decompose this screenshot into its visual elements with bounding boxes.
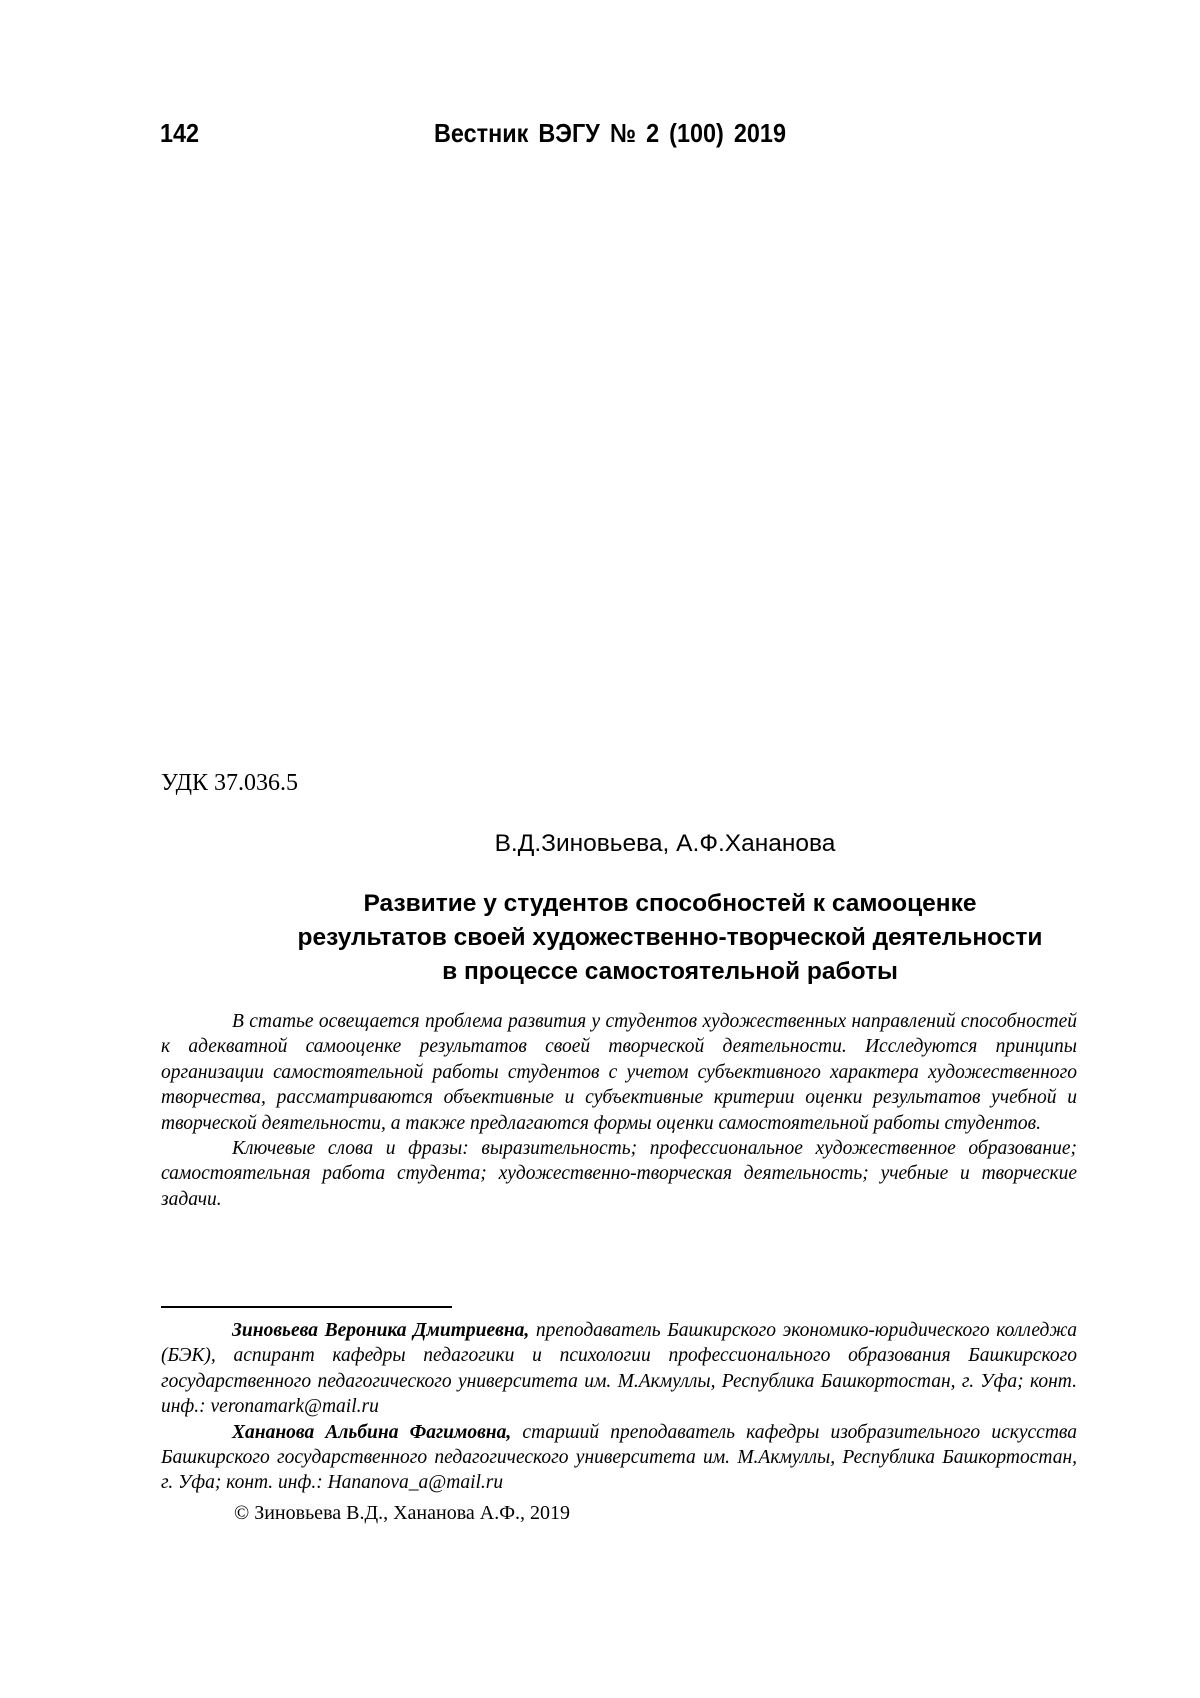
title-line: в процессе самостоятельной работы [442, 958, 898, 985]
footnote-author-name: Хананова Альбина Фагимовна, [232, 1421, 512, 1443]
keywords-text: Ключевые слова и фразы: выразительность; профессиональное художественное образование; самостоятельная работа студента; художественно-творческая деятельность; учебные и творческие задачи. [161, 1138, 1077, 1210]
title-line: Развитие у студентов способностей к самооценке [363, 890, 977, 917]
article-title [150, 887, 1190, 989]
abstract-text: В статье освещается проблема развития у студентов художественных направлений способностей к адекватной самооценке результатов своей творческой деятельности. Исследуются принципы организации самостоятельной работы студентов с учетом субъективного характера художественного творчества, рассматриваются объективные и субъективные критерии оценки результатов учебной и творческой деятельности, а также предлагаются формы оценки самостоятельной работы студентов. [161, 1011, 1077, 1134]
udk-code: УДК 37.036.5 [161, 770, 298, 796]
footnote-author-name: Зиновьева Вероника Дмитриевна, [232, 1320, 530, 1341]
journal-header: Вестник ВЭГУ № 2 (100) 2019 [434, 118, 786, 148]
copyright-line: © Зиновьева В.Д., Хананова А.Ф., 2019 [234, 1502, 571, 1524]
footnote-author-1 [161, 1318, 1077, 1420]
abstract-block [161, 1009, 1077, 1212]
authors-text: В.Д.Зиновьева, А.Ф.Хананова [494, 830, 836, 857]
footnote-author-info: преподаватель Башкирского экономико-юридического колледжа (БЭК), аспирант кафедры педагогики и психологии профессионального образования Башкирского государственного педагогического университета им. М.Акмуллы, Республика Башкортостан, г. Уфа; конт. инф.: veronamark@mail.ru [161, 1320, 1077, 1418]
footnote-author-info: старший преподаватель кафедры изобразительного искусства Башкирского государственного педагогического университета им. М.Акмуллы, Республика Башкортостан, г. Уфа; конт. инф.: Hananova_a@mail.ru [161, 1421, 1077, 1494]
author-footnotes [161, 1318, 1077, 1496]
article-authors [0, 830, 1200, 858]
footnote-author-2 [161, 1420, 1077, 1496]
title-line: результатов своей художественно-творческой деятельности [297, 924, 1043, 951]
footnote-separator [161, 1306, 452, 1308]
page-number: 142 [160, 118, 200, 148]
